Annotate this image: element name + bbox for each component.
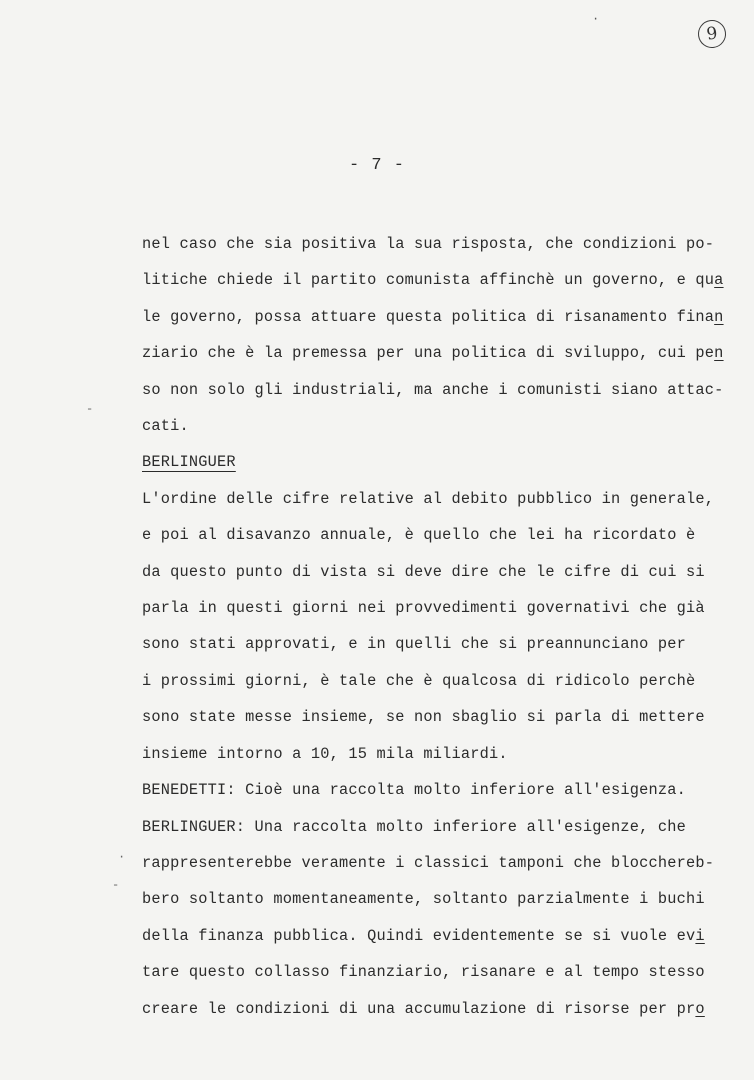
text-line: della finanza pubblica. Quindi evidentemente se si vuole evi [142,926,705,945]
text-line: i prossimi giorni, è tale che è qualcosa di ridicolo perchè [142,671,696,690]
text-line: creare le condizioni di una accumulazione di risorse per pro [142,999,705,1018]
text-line: cati. [142,417,189,436]
margin-mark: - [86,402,94,416]
page-number: - 7 - [348,156,405,175]
margin-mark: - [112,878,120,892]
text-line: rappresenterebbe veramente i classici tamponi che blocchereb- [142,853,715,872]
text-line: insieme intorno a 10, 15 mila miliardi. [142,744,508,763]
text-line: ziario che è la premessa per una politica di sviluppo, cui pen [142,344,724,363]
text-line: so non solo gli industriali, ma anche i comunisti siano attac- [142,380,724,399]
text-line: da questo punto di vista si deve dire che le cifre di cui si [142,562,705,581]
paper-speck: · [592,12,600,26]
text-line: tare questo collasso finanziario, risanare e al tempo stesso [142,963,705,982]
text-line: sono state messe insieme, se non sbaglio si parla di mettere [142,708,705,727]
text-line: nel caso che sia positiva la sua risposta, che condizioni po- [142,235,715,253]
text-line: litiche chiede il partito comunista affinchè un governo, e qua [142,271,724,290]
folio-stamp: 9 [696,18,728,50]
text-line: e poi al disavanzo annuale, è quello che lei ha ricordato è [142,526,696,545]
text-line: parla in questi giorni nei provvedimenti governativi che già [142,599,705,618]
margin-mark: · [118,850,126,864]
text-line: BERLINGUER: Una raccolta molto inferiore all'esigenze, che [142,817,687,836]
text-line: L'ordine delle cifre relative al debito pubblico in generale, [142,489,715,508]
text-line: le governo, possa attuare questa politica di risanamento finan [142,307,724,326]
text-line: bero soltanto momentaneamente, soltanto parzialmente i buchi [142,890,705,909]
speaker-heading: BERLINGUER [142,453,236,472]
text-line: sono stati approvati, e in quelli che si preannunciano per [142,635,687,654]
document-body [142,226,724,1027]
text-line: BENEDETTI: Cioè una raccolta molto inferiore all'esigenza. [142,781,687,800]
